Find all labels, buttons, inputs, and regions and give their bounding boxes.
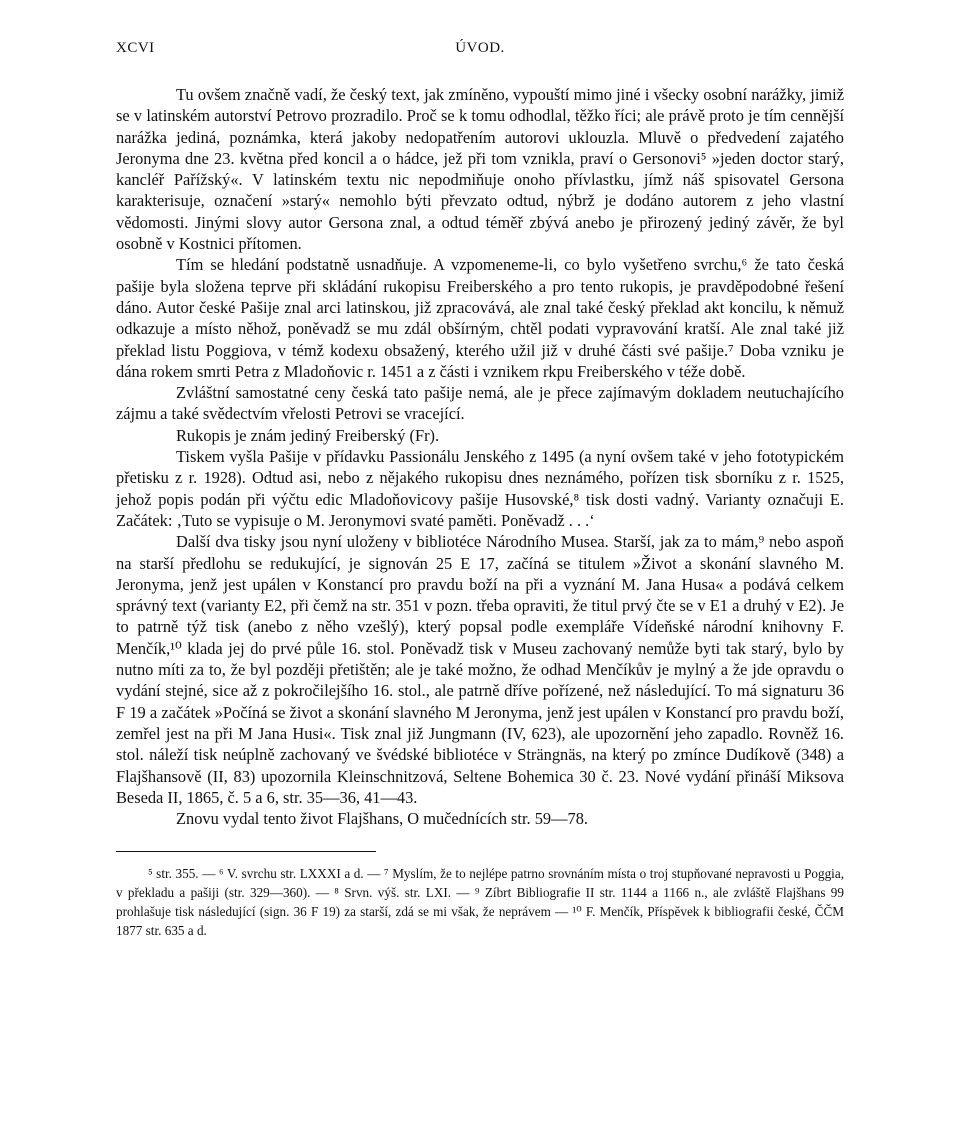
paragraph-other-prints: Další dva tisky jsou nyní uloženy v bibliotéce Národního Musea. Starší, jak za to mám,⁹ nebo aspoň na starší předlohu se redukující, je signován 25 E 17, začíná se titulem »Život a skonání slavného M. Jeronyma, jenž jest upálen v Konstancí pro pravdu boží na při a vyznání M. Jana Husa« a podává celkem správný text (varianty E2, při čemž na str. 351 v pozn. třeba opraviti, že titul prvý čte se v E1 a druhý v E2). Je to patrně týž tisk (anebo z něho vzešlý), který popsal podle exempláře Vídeňské národní knihovny F. Menčík,¹⁰ klada jej do prvé půle 16. stol. Poněvadž tisk v Museu zachovaný nemůže byti tak starý, bylo by nutno míti za to, že byl později přetištěn; ale je také možno, že odhad Menčíkův je mylný a že jde opravdu o vydání stejné, sice až z pokročilejšího 16. stol., ale patrně dříve pořízené, než následující. To má signaturu 36 F 19 a začátek »Počíná se život a skonání slavného M Jeronyma, jenž jest upálen v Konstancí pro pravdu boží, zemřel jest na při M Jana Husi«. Tisk znal již Jungmann (IV, 623), ale upozornění jeho zapadlo. Rovněž 16. stol. náleží tisk neúplně zachovaný ve švédské bibliotéce v Strängnäs, na který po zmínce Dudíkově (348) a Flajšhansově (II, 83) upozornila Kleinschnitzová, Seltene Bohemica 30 č. 23. Nové vydání přináší Miksova Beseda II, 1865, č. 5 a 6, str. 35—36, 41—43.: [116, 532, 844, 807]
footnotes-text: ⁵ str. 355. — ⁶ V. svrchu str. LXXXI a d. — ⁷ Myslím, že to nejlépe patrno srovnáním místa o troj stupňované nepravosti u Poggia, v překladu a pašiji (str. 329—360). — ⁸ Srvn. výš. str. LXI. — ⁹ Zíbrt Bibliografie II str. 1144 a 1166 n., ale zvláště Flajšhans 99 prohlašuje tisk následující (sign. 36 F 19) za starší, zdá se mi však, že neprávem — ¹⁰ F. Menčík, Příspěvek k bibliografii české, ČČM 1877 str. 635 a d.: [116, 866, 844, 939]
page-number: XCVI: [116, 40, 155, 56]
page-header: [116, 40, 844, 84]
running-head: ÚVOD.: [455, 40, 505, 56]
paragraph-dating: Tím se hledání podstatně usnadňuje. A vzpomeneme-li, co bylo vyšetřeno svrchu,⁶ že tato česká pašije byla složena teprve při skládání rukopisu Freiberského a pro tento rukopis, je pravděpodobné řešení dáno. Autor české Pašije znal arci latinskou, již zpracovává, ale znal také český překlad akt koncilu, k němuž odkazuje a místo něhož, poněvadž se mu zdál obšírným, chtěl podati vypravování kratší. Ale znal také již překlad listu Poggiova, v témž kodexu obsažený, kterého užil již v druhé části své pašije.⁷ Doba vzniku je dána rokem smrti Petra z Mladoňovic r. 1451 a z části i vznikem rkpu Freiberského v téže době.: [116, 255, 844, 381]
paragraph-first-print: Tiskem vyšla Pašije v přídavku Passionálu Jenského z 1495 (a nyní ovšem také v jeho fototypickém přetisku z r. 1928). Odtud asi, nebo z nějakého rukopisu dnes neznámého, pořízen tisk sborníku z r. 1525, jehož popis podán při výčtu edic Mladoňovicovy pašije Husovské,⁸ tisk dosti vadný. Varianty označuji E. Začátek: ‚Tuto se vypisuje o M. Jeronymovi svaté paměti. Poněvadž . . .‘: [116, 447, 844, 530]
paragraph-manuscript: Rukopis je znám jediný Freiberský (Fr).: [176, 425, 440, 445]
paragraph-value: Zvláštní samostatné ceny česká tato pašije nemá, ale je přece zajímavým dokladem neutuchajícího zájmu a také svědectvím vřelosti Petrovi se vracející.: [116, 383, 844, 424]
footnotes: [116, 864, 844, 940]
paragraph-new-edition: Znovu vydal tento život Flajšhans, O mučednících str. 59—78.: [176, 809, 588, 829]
body-text: [116, 84, 844, 829]
footnote-rule: [116, 851, 376, 852]
paragraph-gerson: Tu ovšem značně vadí, že český text, jak zmíněno, vypouští mimo jiné i všecky osobní narážky, jimiž se v latinském autorství Petrovo prozradilo. Proč se k tomu odhodlal, těžko říci; ale právě proto je tím cennější narážka jediná, poznámka, která jakoby nedopatřením autorovi uklouzla. Mluvě o předvedení zajatého Jeronyma dne 23. května před koncil a o hádce, jež při tom vznikla, praví o Gersonovi⁵ »jeden doctor starý, kancléř Pařížský«. V latinském textu nic nepodmiňuje onoho přívlastku, jímž náš spisovatel Gersona karakterisuje, označení »starý« nemohlo býti převzato odtud, nýbrž je dodáno autorem z jeho vlastní vědomosti. Jinými slovy autor Gersona znal, a odtud téměř zbývá anebo je přirozený jediný závěr, že byl osobně v Kostnici přítomen.: [116, 85, 844, 254]
